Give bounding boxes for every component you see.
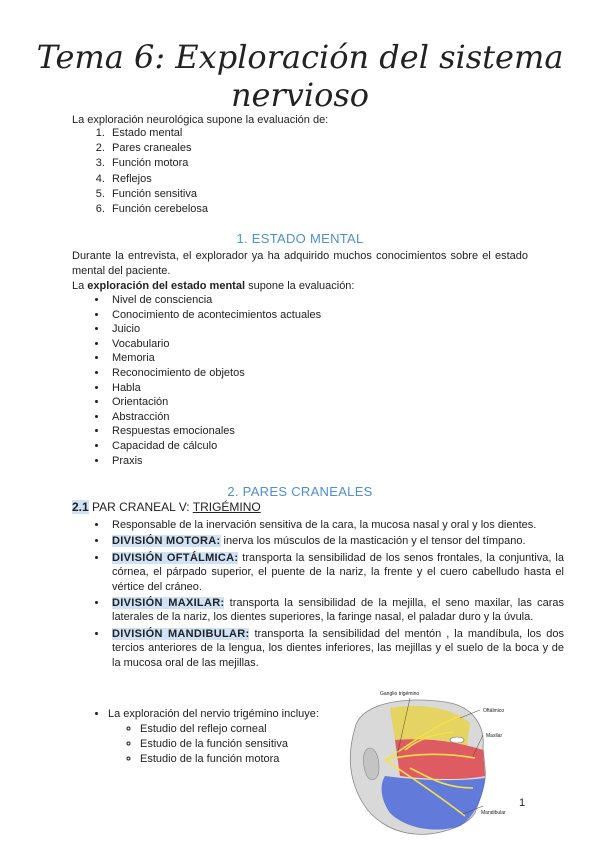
list-item: • Praxis — [108, 454, 321, 469]
list-item — [108, 551, 564, 594]
label-maxillary: Maxilar — [486, 733, 503, 739]
bullet-text: Responsable de la inervación sensitiva de la cara, la mucosa nasal y oral y los dientes. — [112, 519, 537, 531]
division-label: DIVISIÓN MANDIBULAR: — [112, 627, 250, 640]
trigemino-link[interactable]: TRIGÉMINO — [192, 500, 261, 514]
bullet-text: transporta la sensibilidad de la mejilla, el seno maxilar, las caras laterales de la nariz, los dientes superiores, la faringe nasal, el paladar duro y la úvula. — [112, 597, 564, 624]
intro-text: La exploración neurológica supone la evaluación de: — [72, 114, 329, 126]
list-item: • Habla — [108, 381, 321, 396]
label-mandibular: Mandibular — [481, 810, 506, 816]
list-item: • Vocabulario — [108, 337, 321, 352]
subsection-number: 2.1 — [72, 500, 89, 514]
section-heading-pares-craneales: 2. PARES CRANEALES — [227, 484, 373, 499]
list-item: ◦ Estudio del reflejo corneal — [140, 722, 319, 737]
list-item — [108, 518, 564, 532]
list-item: • Orientación — [108, 395, 321, 410]
list-item — [108, 707, 319, 767]
page-number: 1 — [519, 797, 526, 809]
list-item — [108, 627, 564, 670]
section1-eval-line — [72, 279, 528, 294]
label-ganglion: Ganglio trigémino — [380, 691, 420, 697]
division-label: DIVISIÓN OFTÁLMICA: — [112, 551, 239, 564]
bullet-text: transporta la sensibilidad de los senos frontales, la conjuntiva, la córnea, el párpado superior, el puente de la nariz, la frente y el cuero cabelludo hasta el vértice del cráneo. — [112, 551, 564, 593]
list-item: 4. Reflejos — [108, 172, 208, 187]
list-item: 5. Función sensitiva — [108, 187, 208, 202]
eye-shape — [450, 737, 464, 743]
bullet-text: transporta la sensibilidad del mentón , la mandíbula, los dos tercios anteriores de la lengua, los dientes inferiores, las mejillas y el suelo de la boca y de la mucosa oral de las mejillas. — [112, 627, 564, 669]
subsection-text: PAR CRANEAL V: — [88, 500, 193, 514]
list-item: • Capacidad de cálculo — [108, 439, 321, 454]
eval-bold: exploración del estado mental — [87, 280, 246, 292]
subsection-heading-trigemino — [72, 500, 261, 514]
list-item: • Respuestas emocionales — [108, 424, 321, 439]
exploration-list — [72, 707, 319, 767]
page-title: Tema 6: Exploración del sistema nervioso — [36, 38, 564, 114]
list-item: 1. Estado mental — [108, 126, 208, 141]
eval-pre: La — [72, 280, 88, 292]
section-heading-estado-mental: 1. ESTADO MENTAL — [236, 231, 364, 246]
list-item — [108, 596, 564, 625]
list-item: 3. Función motora — [108, 156, 208, 171]
division-label: DIVISIÓN MAXILAR: — [112, 597, 225, 610]
list-item: 2. Pares craneales — [108, 141, 208, 156]
section1-paragraph: Durante la entrevista, el explorador ya ha adquirido muchos conocimientos sobre el estado mental del paciente. — [72, 250, 528, 277]
eval-post: supone la evaluación: — [245, 280, 355, 292]
exploration-text: La exploración del nervio trigémino incluye: — [108, 708, 319, 720]
list-item: • Juicio — [108, 322, 321, 337]
list-item: • Abstracción — [108, 410, 321, 425]
trigeminal-nerve-illustration — [335, 688, 525, 840]
intro-list — [72, 126, 208, 217]
list-item: • Nivel de consciencia — [108, 293, 321, 308]
exploration-sublist — [108, 722, 319, 767]
list-item: • Memoria — [108, 351, 321, 366]
list-item: • Reconocimiento de objetos — [108, 366, 321, 381]
list-item — [108, 534, 564, 548]
list-item: ◦ Estudio de la función motora — [140, 752, 319, 767]
mental-state-list — [72, 293, 321, 468]
bullet-text: inerva los músculos de la masticación y el tensor del tímpano. — [220, 535, 526, 548]
division-label: DIVISIÓN MOTORA: — [112, 535, 221, 548]
trigemino-list — [72, 518, 564, 672]
list-item: ◦ Estudio de la función sensitiva — [140, 737, 319, 752]
list-item: • Conocimiento de acontecimientos actuales — [108, 308, 321, 323]
list-item: 6. Función cerebelosa — [108, 202, 208, 217]
label-ophthalmic: Oftálmico — [483, 708, 505, 714]
